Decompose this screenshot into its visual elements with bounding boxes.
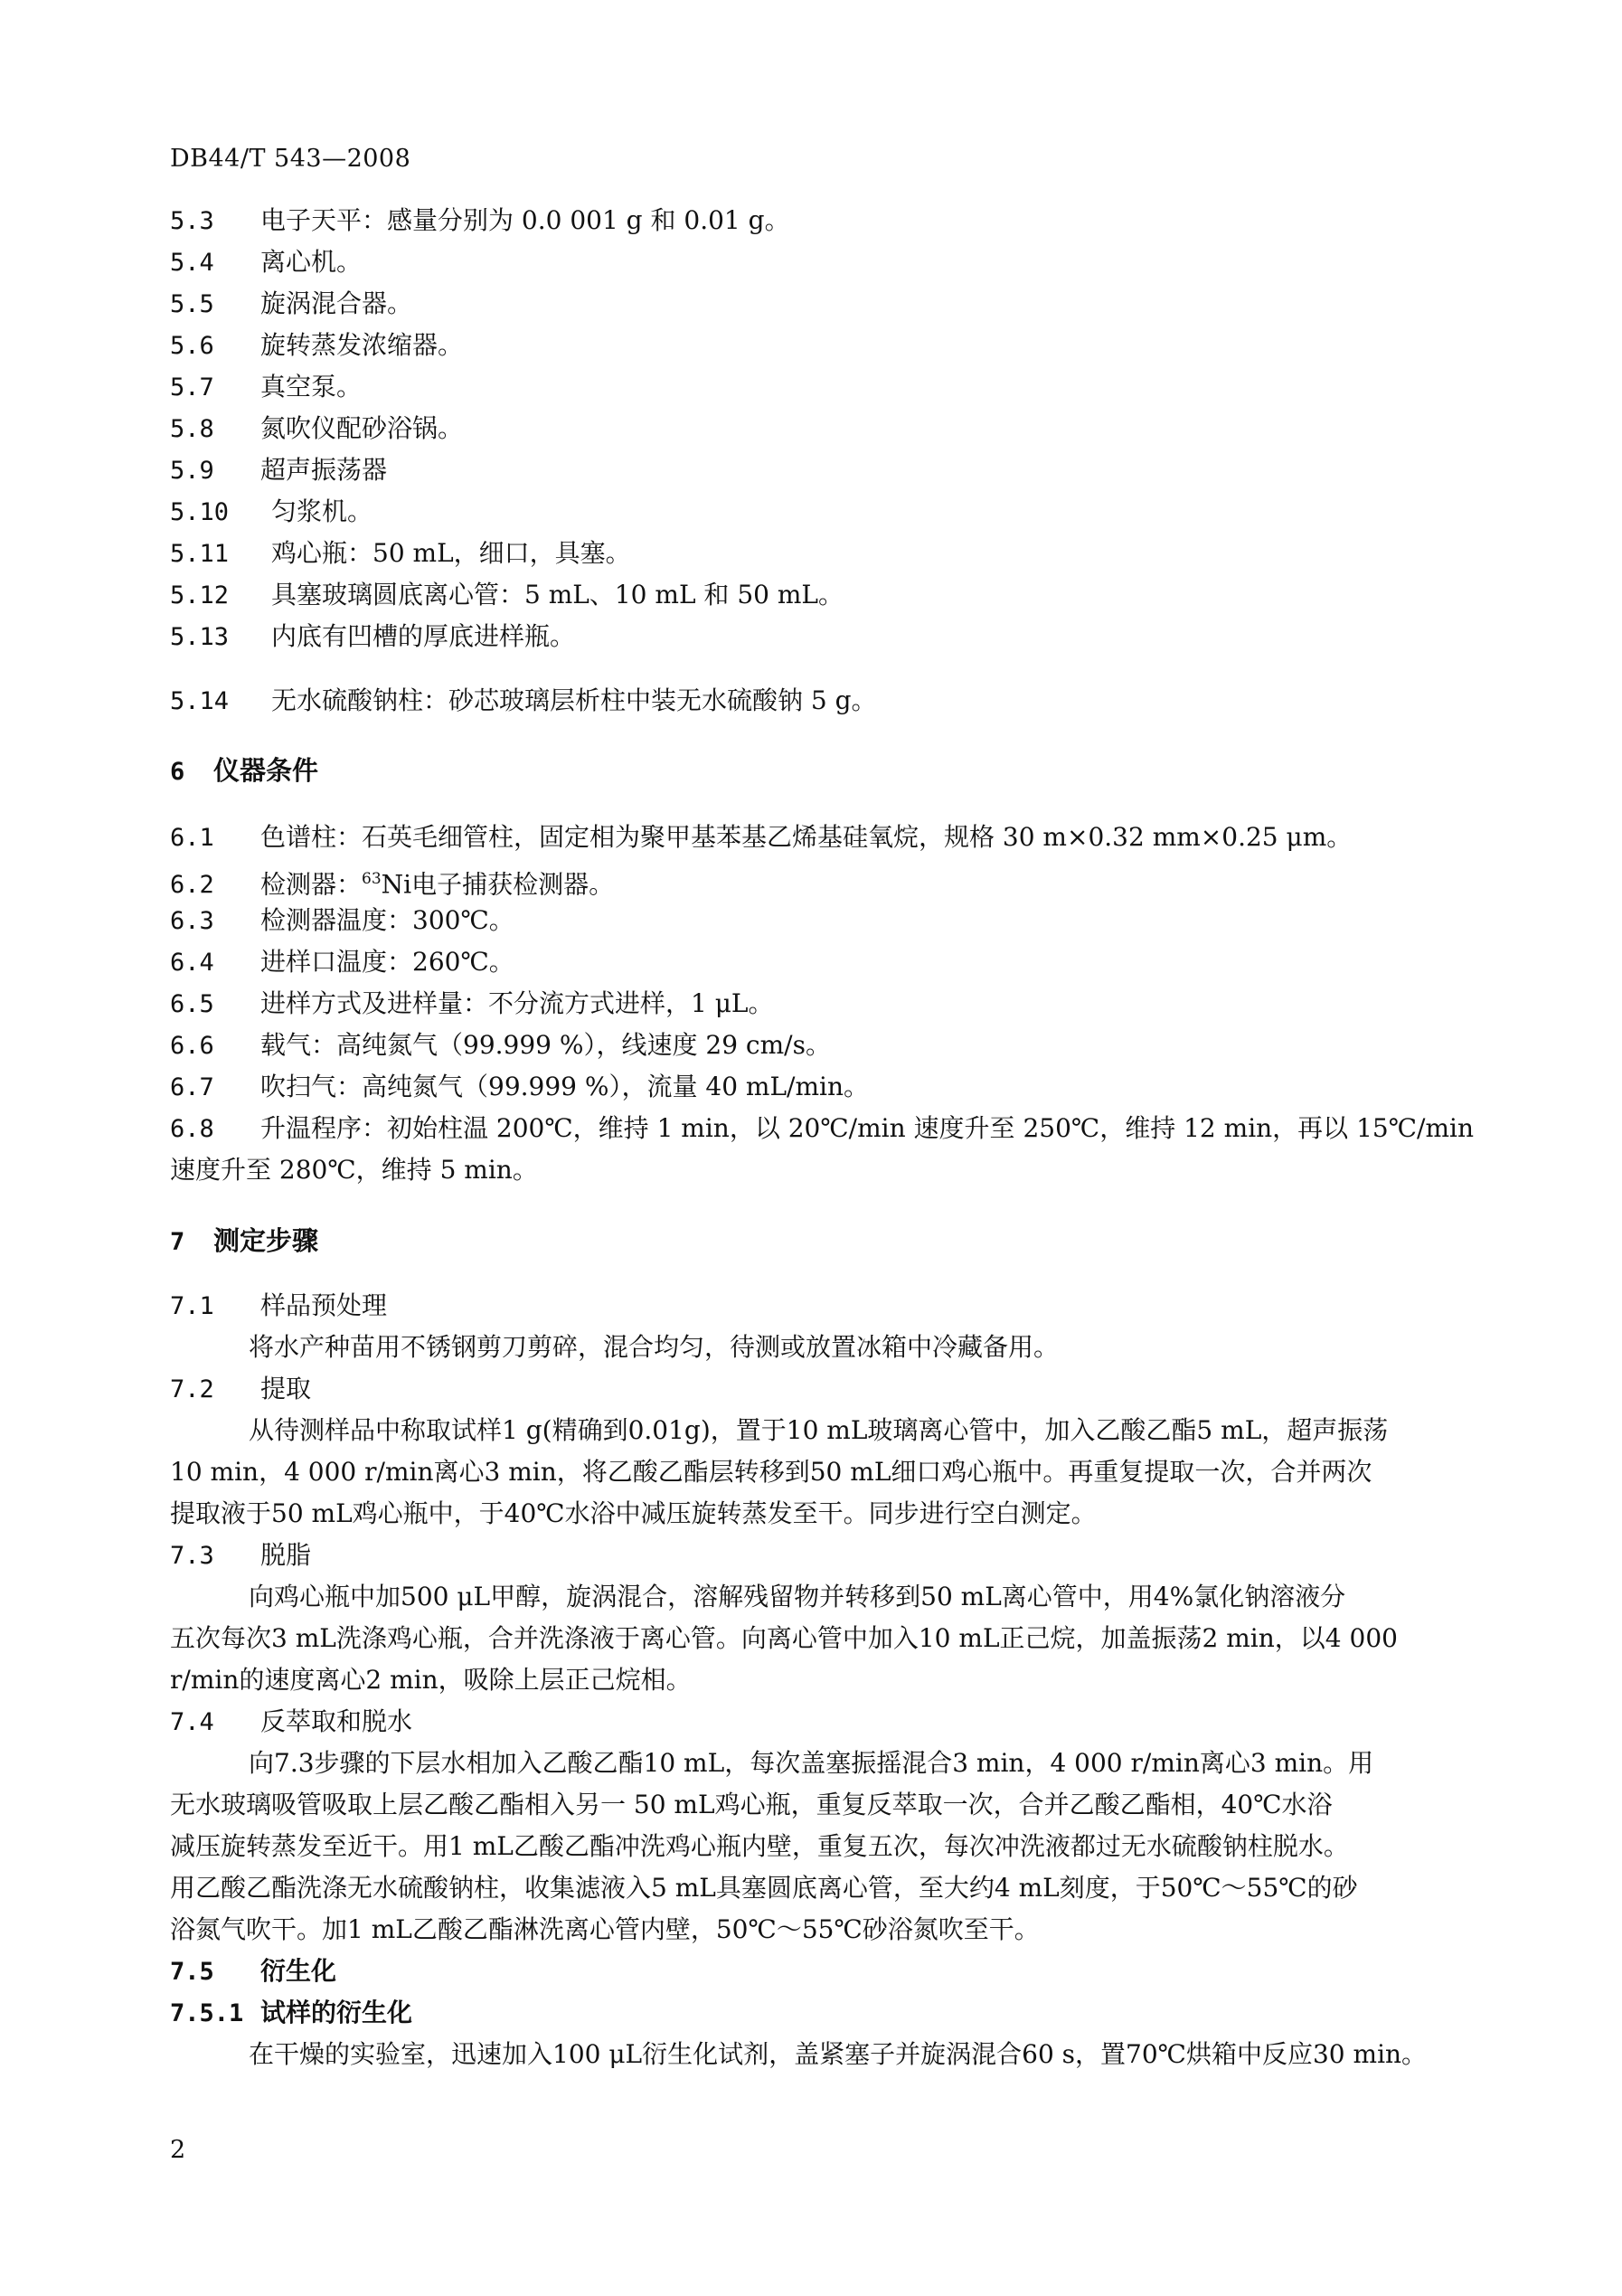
list-item: 5.7 真空泵。 <box>170 372 363 402</box>
list-item: 6.2 检测器：$^{63}$Ni电子捕获检测器。 <box>170 869 615 900</box>
list-item: 6.1 色谱柱：石英毛细管柱，固定相为聚甲基苯基乙烯基硅氧烷，规格 30 m×0.32 mm×0.25 μm。 <box>170 822 1353 852</box>
list-item: 5.13 内底有凹槽的厚底进样瓶。 <box>170 621 576 651</box>
paragraph-line: 将水产种苗用不锈钢剪刀剪碎，混合均匀，待测或放置冰箱中冷藏备用。 <box>249 1332 1060 1362</box>
list-item: 5.5 旋涡混合器。 <box>170 288 413 318</box>
list-item: 6.7 吹扫气：高纯氮气（99.999 %），流量 40 mL/min。 <box>170 1072 870 1101</box>
paragraph-line: 用乙酸乙酯洗涤无水硫酸钠柱，收集滤液入5 mL具塞圆底离心管，至大约4 mL刻度，于50℃～55℃的砂 <box>170 1873 1358 1903</box>
subsection-heading: 7.5.1 试样的衍生化 <box>170 1998 413 2027</box>
list-item: 5.14 无水硫酸钠柱：砂芯玻璃层析柱中装无水硫酸钠 5 g。 <box>170 685 877 715</box>
paragraph-line: 五次每次3 mL洗涤鸡心瓶，合并洗涤液于离心管。向离心管中加入10 mL正己烷，加盖振荡2 min，以4 000 <box>170 1623 1398 1653</box>
page-number: 2 <box>170 2136 186 2164</box>
list-item-continuation: 速度升至 280℃，维持 5 min。 <box>170 1155 538 1185</box>
paragraph-line: r/min的速度离心2 min，吸除上层正己烷相。 <box>170 1665 692 1695</box>
list-item: 5.8 氮吹仪配砂浴锅。 <box>170 413 464 443</box>
paragraph-line: 向7.3步骤的下层水相加入乙酸乙酯10 mL，每次盖塞振摇混合3 min，4 000 r/min离心3 min。用 <box>249 1748 1374 1778</box>
list-item: 5.4 离心机。 <box>170 247 363 277</box>
list-item: 5.10 匀浆机。 <box>170 496 373 526</box>
subsection-heading: 7.3 脱脂 <box>170 1540 312 1570</box>
paragraph-line: 向鸡心瓶中加500 μL甲醇，旋涡混合，溶解残留物并转移到50 mL离心管中，用4%氯化钠溶液分 <box>249 1582 1346 1611</box>
list-item: 6.8 升温程序：初始柱温 200℃，维持 1 min，以 20℃/min 速度升至 250℃，维持 12 min，再以 15℃/min <box>170 1113 1475 1143</box>
list-item: 6.4 进样口温度：260℃。 <box>170 947 514 977</box>
paragraph-line: 从待测样品中称取试样1 g(精确到0.01g)，置于10 mL玻璃离心管中，加入乙酸乙酯5 mL，超声振荡 <box>249 1415 1389 1445</box>
subsection-heading: 7.1 样品预处理 <box>170 1290 388 1320</box>
paragraph-line: 减压旋转蒸发至近干。用1 mL乙酸乙酯冲洗鸡心瓶内壁，重复五次，每次冲洗液都过无水硫酸钠柱脱水。 <box>170 1831 1349 1861</box>
list-item: 5.9 超声振荡器 <box>170 455 388 485</box>
list-item: 5.11 鸡心瓶：50 mL，细口，具塞。 <box>170 538 631 568</box>
subsection-heading: 7.4 反萃取和脱水 <box>170 1706 413 1736</box>
list-item: 5.6 旋转蒸发浓缩器。 <box>170 330 464 360</box>
list-item: 6.6 载气：高纯氮气（99.999 %），线速度 29 cm/s。 <box>170 1030 831 1060</box>
paragraph-line: 10 min，4 000 r/min离心3 min，将乙酸乙酯层转移到50 mL细口鸡心瓶中。再重复提取一次，合并两次 <box>170 1457 1372 1487</box>
standard-code: DB44/T 543—2008 <box>170 145 411 173</box>
list-item: 5.12 具塞玻璃圆底离心管：5 mL、10 mL 和 50 mL。 <box>170 580 844 609</box>
paragraph-line: 无水玻璃吸管吸取上层乙酸乙酯相入另一 50 mL鸡心瓶，重复反萃取一次，合并乙酸乙酯相，40℃水浴 <box>170 1790 1333 1819</box>
list-item: 5.3 电子天平：感量分别为 0.0 001 g 和 0.01 g。 <box>170 205 790 235</box>
paragraph-line: 浴氮气吹干。加1 mL乙酸乙酯淋洗离心管内壁，50℃～55℃砂浴氮吹至干。 <box>170 1914 1040 1944</box>
subsection-heading: 7.5 衍生化 <box>170 1956 337 1986</box>
list-item: 6.3 检测器温度：300℃。 <box>170 905 514 935</box>
paragraph-line: 在干燥的实验室，迅速加入100 μL衍生化试剂，盖紧塞子并旋涡混合60 s，置70℃烘箱中反应30 min。 <box>249 2039 1428 2069</box>
section-heading: 6 仪器条件 <box>170 755 319 786</box>
subsection-heading: 7.2 提取 <box>170 1374 312 1403</box>
section-heading: 7 测定步骤 <box>170 1225 319 1256</box>
paragraph-line: 提取液于50 mL鸡心瓶中，于40℃水浴中减压旋转蒸发至干。同步进行空白测定。 <box>170 1498 1097 1528</box>
list-item: 6.5 进样方式及进样量：不分流方式进样，1 μL。 <box>170 988 774 1018</box>
